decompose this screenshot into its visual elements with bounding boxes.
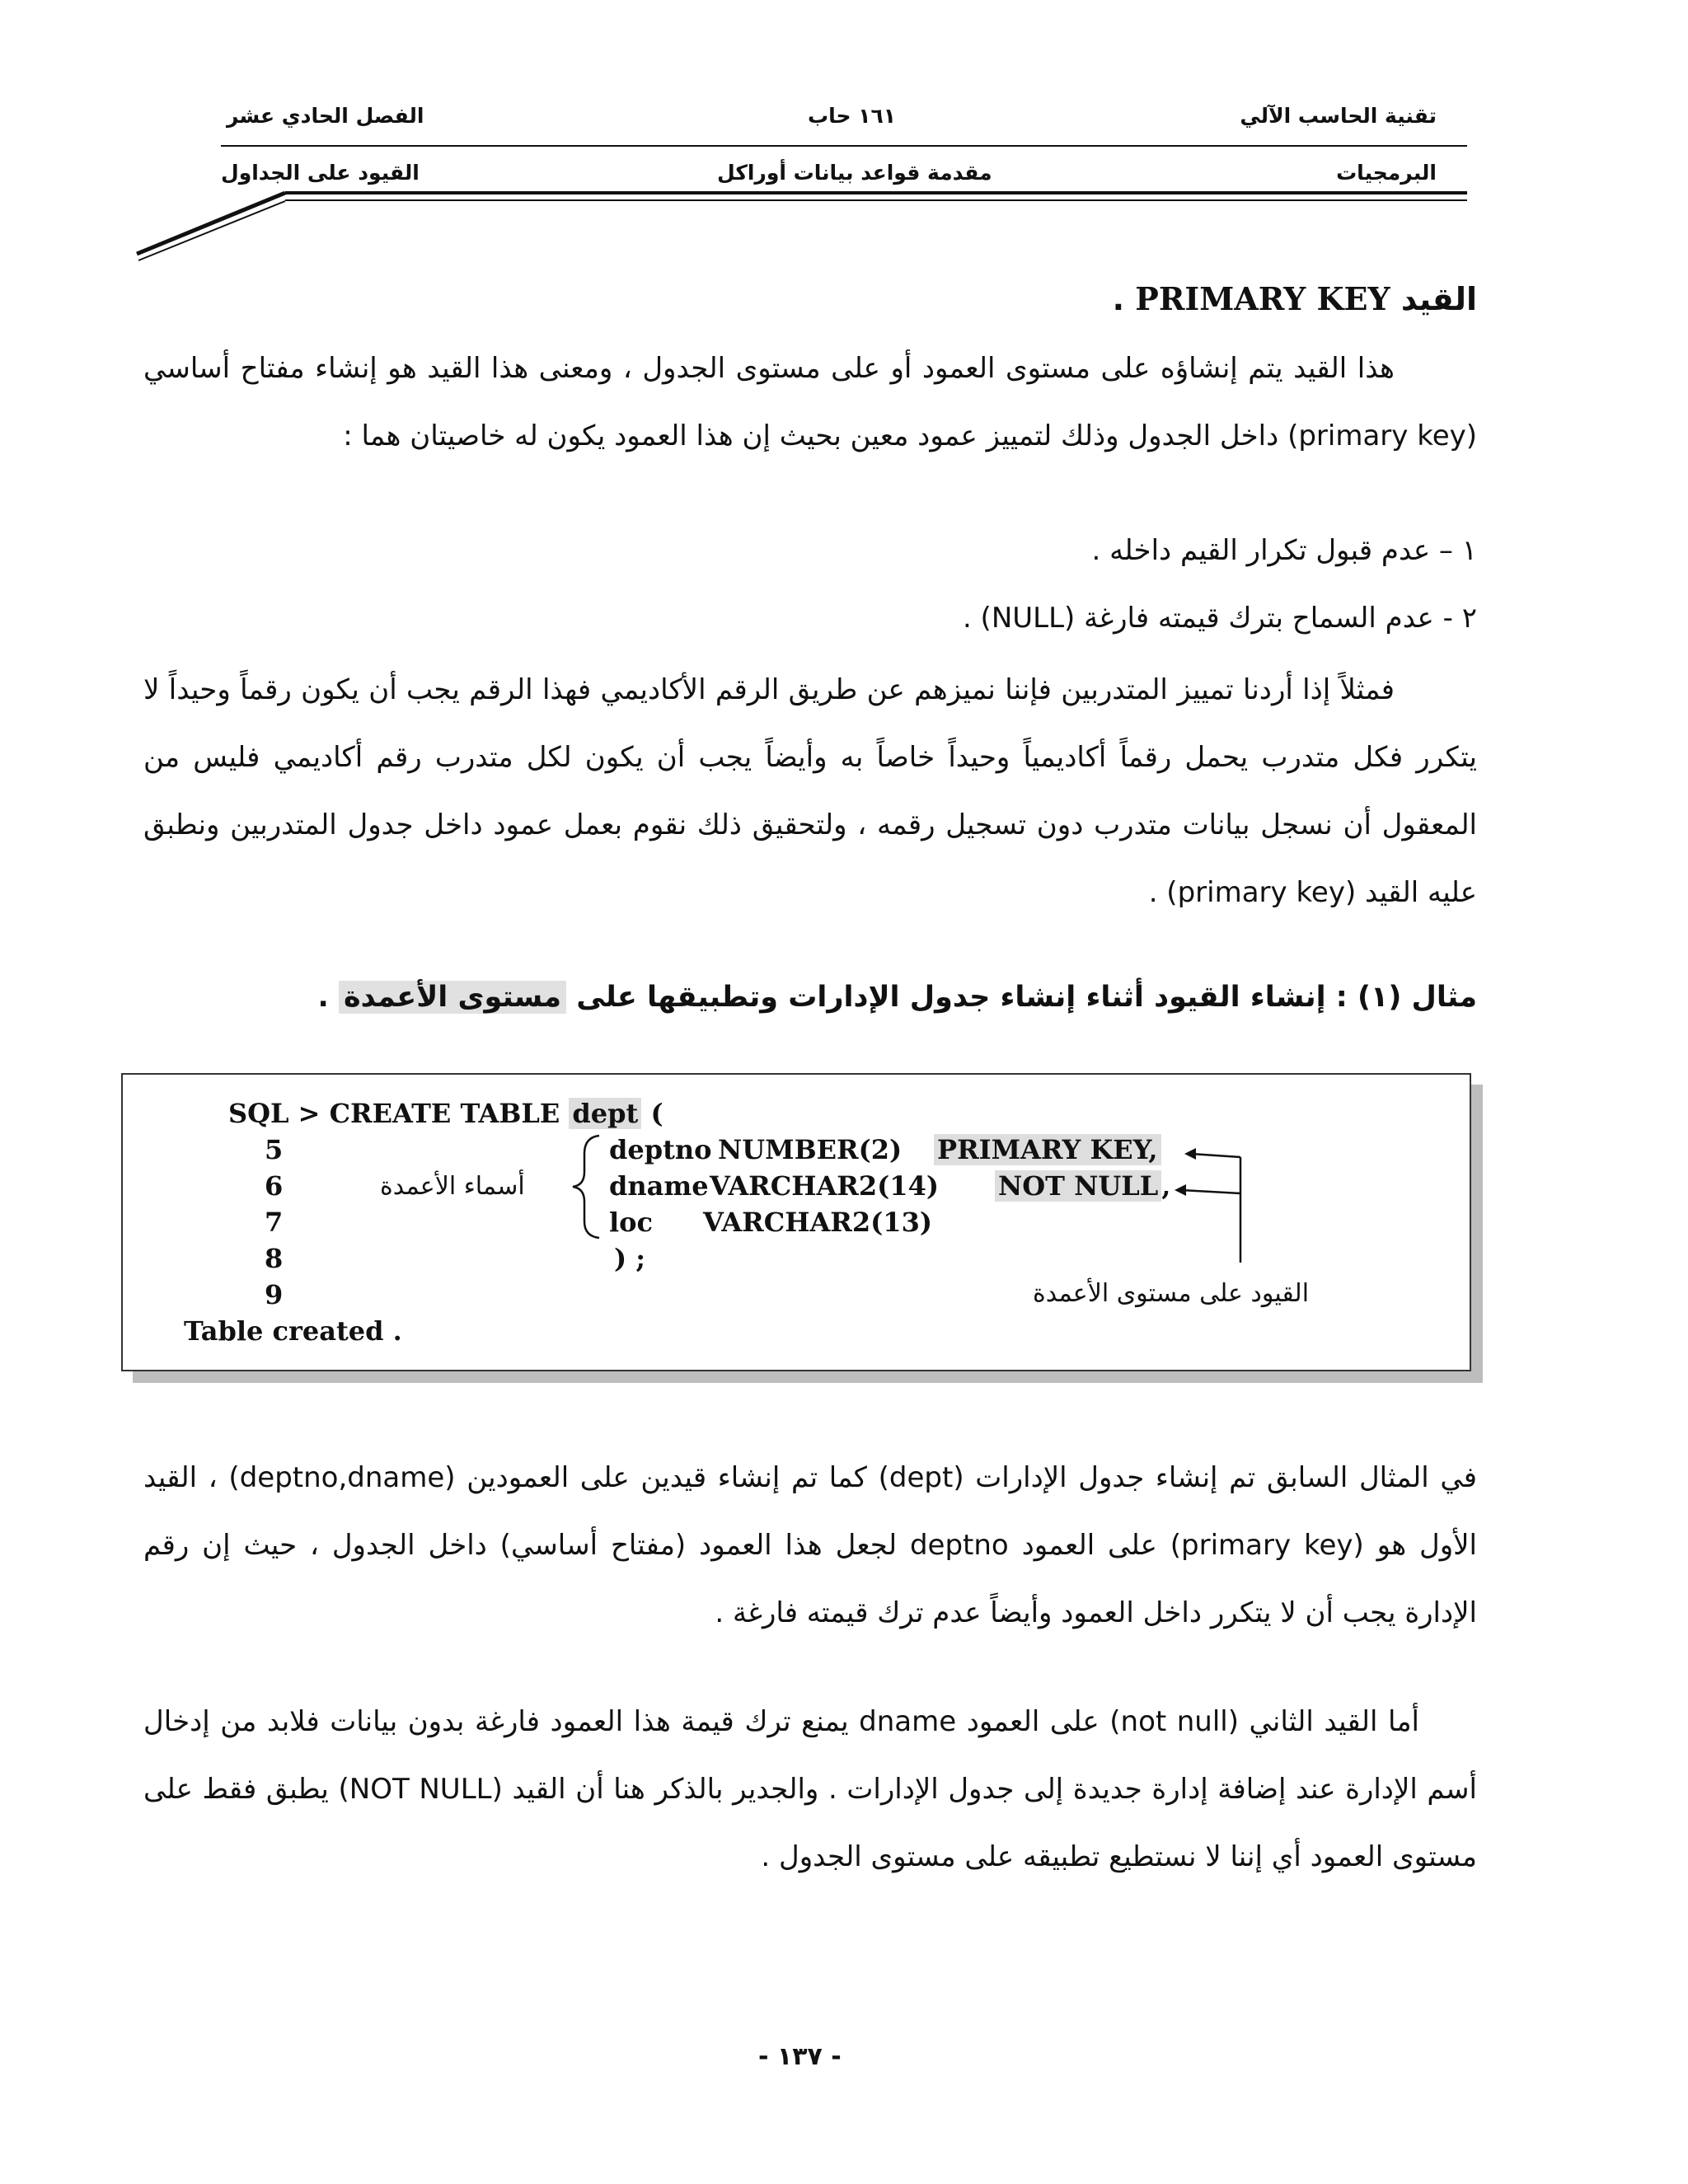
heading-trail: . bbox=[1112, 281, 1125, 317]
code-annotations bbox=[123, 1075, 1470, 1370]
code-table-name: dept bbox=[569, 1098, 641, 1129]
primary-key-constraint: PRIMARY KEY, bbox=[934, 1134, 1161, 1165]
code-col1-type: NUMBER(2) bbox=[718, 1134, 903, 1165]
header-rule-thin bbox=[285, 199, 1467, 201]
code-col3-name: loc bbox=[609, 1207, 653, 1238]
code-line-number-7: 7 bbox=[265, 1207, 284, 1238]
header-department: البرمجيات bbox=[1336, 161, 1437, 185]
code-line-number-9: 9 bbox=[265, 1279, 284, 1310]
code-line-number-6: 6 bbox=[265, 1170, 284, 1202]
header-chapter-topic: القيود على الجداول bbox=[221, 161, 420, 185]
header-course-code: ١٦١ حاب bbox=[808, 104, 897, 128]
code-col2-type: VARCHAR2(14) bbox=[710, 1170, 939, 1202]
code-col2-name: dname bbox=[609, 1170, 709, 1202]
not-null-constraint: NOT NULL bbox=[995, 1170, 1161, 1202]
code-open-paren: ( bbox=[650, 1098, 663, 1129]
example-title-suffix: . bbox=[317, 981, 329, 1014]
code-col2-comma: , bbox=[1161, 1170, 1171, 1202]
header-rule-thick bbox=[285, 191, 1467, 194]
property-item-2: ٢ - عدم السماح بترك قيمته فارغة (NULL) . bbox=[962, 602, 1477, 635]
page-number: - ١٣٧ - bbox=[758, 2042, 842, 2071]
arrow-head-pk bbox=[1184, 1148, 1196, 1160]
code-col1-name: deptno bbox=[609, 1134, 712, 1165]
header-book-title: مقدمة قواعد بيانات أوراكل bbox=[717, 161, 992, 185]
brace-label: أسماء الأعمدة bbox=[380, 1172, 525, 1201]
explanation-paragraph-1: في المثال السابق تم إنشاء جدول الإدارات (dept) كما تم إنشاء قيدين على العمودين (deptno,dname) ، القيد الأول هو (primary key) على العمود deptno لجعل هذا العمود (مفتاح أساسي) داخل الجدول ، حيث إن رقم الإدارة يجب أن لا يتكرر داخل العمود وأيضاً عدم ترك قيمته فارغة . bbox=[143, 1461, 1477, 1629]
code-col3-type: VARCHAR2(13) bbox=[703, 1207, 932, 1238]
code-close-paren: ) ; bbox=[614, 1243, 646, 1274]
property-item-1: ١ – عدم قبول تكرار القيم داخله . bbox=[1091, 534, 1477, 567]
example-title-prefix: مثال (١) : إنشاء القيود أثناء إنشاء جدول الإدارات وتطبيقها على bbox=[576, 981, 1477, 1014]
heading-arabic: القيد bbox=[1400, 281, 1477, 317]
section-heading bbox=[1113, 280, 1477, 317]
code-line-number-8: 8 bbox=[265, 1243, 284, 1274]
header-divider bbox=[221, 145, 1467, 147]
code-result: Table created . bbox=[184, 1315, 402, 1347]
code-example-box bbox=[121, 1073, 1471, 1371]
explanation-paragraph-2: أما القيد الثاني (not null) على العمود dname يمنع ترك قيمة هذا العمود فارغة بدون بيانات فلابد من إدخال أسم الإدارة عند إضافة إدارة جديدة إلى جدول الإدارات . والجدير بالذكر هنا أن القيد (NOT NULL) يطبق فقط على مستوى العمود أي إننا لا نستطيع تطبيقه على مستوى الجدول . bbox=[143, 1705, 1477, 1873]
header-chapter: الفصل الحادي عشر bbox=[227, 104, 424, 128]
constraints-label: القيود على مستوى الأعمدة bbox=[1033, 1279, 1310, 1308]
heading-latin: PRIMARY KEY bbox=[1135, 280, 1390, 317]
intro-paragraph: هذا القيد يتم إنشاؤه على مستوى العمود أو على مستوى الجدول ، ومعنى هذا القيد هو إنشاء مفتاح أساسي (primary key) داخل الجدول وذلك لتمييز عمود معين بحيث إن هذا العمود يكون له خاصيتان هما : bbox=[143, 352, 1477, 452]
example-title bbox=[317, 981, 1477, 1014]
header-rule-slant bbox=[132, 188, 297, 262]
constraint-arrows bbox=[1181, 1154, 1240, 1263]
header-course-title: تقنية الحاسب الآلي bbox=[1240, 104, 1437, 128]
example-paragraph: فمثلاً إذا أردنا تمييز المتدربين فإننا نميزهم عن طريق الرقم الأكاديمي فهذا الرقم يجب أن يكون رقماً وحيداً لا يتكرر فكل متدرب يحمل رقماً أكاديمياً وحيداً خاصاً به وأيضاً يجب أن يكون لكل متدرب رقم أكاديمي فليس من المعقول أن نسجل بيانات متدرب دون تسجيل رقمه ، ولتحقيق ذلك نقوم بعمل عمود داخل جدول المتدربين ونطبق عليه القيد (primary key) . bbox=[143, 673, 1477, 909]
code-line-number-5: 5 bbox=[265, 1134, 284, 1165]
code-create-table: SQL > CREATE TABLE bbox=[228, 1098, 560, 1129]
columns-brace bbox=[573, 1136, 599, 1238]
arrow-head-nn bbox=[1175, 1184, 1186, 1196]
example-title-highlight: مستوى الأعمدة bbox=[339, 981, 566, 1014]
